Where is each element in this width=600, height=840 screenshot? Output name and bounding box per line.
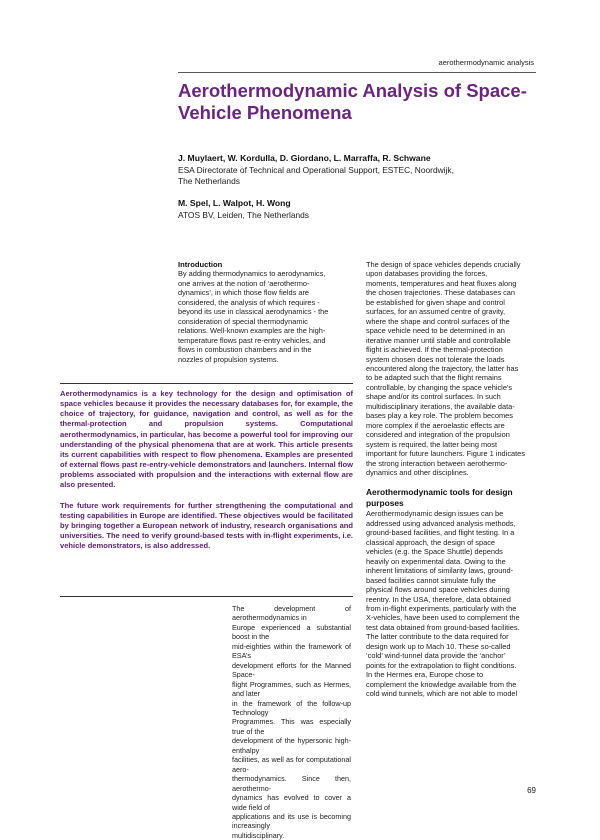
right-line: considered and integration of the propulsion xyxy=(366,430,510,440)
abstract-top-rule xyxy=(60,383,353,384)
right-line: system chosen does not tolerate the loads xyxy=(366,354,505,364)
affiliation-2: ATOS BV, Leiden, The Netherlands xyxy=(178,210,309,220)
intro-line: flows in combustion chambers and in the xyxy=(178,345,312,355)
right-line: complement the knowledge available from the xyxy=(366,679,517,689)
history-line: development efforts for the Manned Space- xyxy=(232,660,351,680)
intro-line: temperature flows past re-entry vehicles, and xyxy=(178,335,326,345)
history-line: applications and its use is becoming increasingly xyxy=(232,811,351,831)
right-line: flight is achieved. If the thermal-protection xyxy=(366,345,503,355)
running-header: aerothermodynamic analysis xyxy=(438,58,534,67)
abstract-paragraph-2: The future work requirements for further strengthening the computational and testing capabilities in Europe are identified. These objectives would be facilitated by bringing together a European network of industry, research organisations and universities. The need to verify ground-based tests with in-flight experiments, i.e. vehicle demonstrators, is also addressed. xyxy=(60,500,353,551)
right-line: X-vehicles, have been used to complement the xyxy=(366,613,520,623)
right-line: reentry. In the USA, therefore, data obtained xyxy=(366,594,511,604)
affiliation-1 xyxy=(178,165,454,187)
right-line: more complex if the aeroelastic effects are xyxy=(366,420,505,430)
abstract-bottom-rule xyxy=(60,596,353,597)
heading-line: Aerothermodynamic tools for design xyxy=(366,487,513,498)
right-line: moments, temperatures and heat fluxes along xyxy=(366,278,517,288)
right-line: test data obtained from ground-based facilities. xyxy=(366,622,520,632)
right-line: cold wind tunnels, which are not able to model xyxy=(366,689,518,699)
right-line: In the Hermes era, Europe chose to xyxy=(366,670,484,680)
page-number: 69 xyxy=(527,786,536,795)
design-tools-paragraph xyxy=(366,509,537,698)
right-line: inherent limitations of similarity laws, ground- xyxy=(366,566,514,576)
right-line: physical flows around space vehicles during xyxy=(366,585,510,595)
right-line: points for the extrapolation to flight conditions. xyxy=(366,660,517,670)
introduction-section xyxy=(178,260,350,364)
intro-line: dynamics’, in which those flow fields are xyxy=(178,288,310,298)
right-line: iterative manner until stable and controllable xyxy=(366,335,511,345)
right-line: The design of space vehicles depends crucially xyxy=(366,260,521,269)
heading-line: purposes xyxy=(366,498,404,509)
right-line: to be adapted such that the flight remains xyxy=(366,373,502,383)
authors-group-1: J. Muylaert, W. Kordulla, D. Giordano, L. Marraffa, R. Schwane xyxy=(178,153,431,163)
right-line: design work up to Mach 10. These so-called xyxy=(366,641,511,651)
authors-group-2: M. Spel, L. Walpot, H. Wong xyxy=(178,198,291,208)
right-line: based facilities cannot simulate fully the xyxy=(366,575,496,585)
intro-line: By adding thermodynamics to aerodynamics, xyxy=(178,269,326,279)
right-line: The latter contribute to the data required for xyxy=(366,632,509,642)
history-line: mid-eighties within the framework of ESA’s xyxy=(232,641,351,661)
right-line: upon databases providing the forces, xyxy=(366,269,488,279)
intro-line: nozzles of propulsion systems. xyxy=(178,354,279,364)
right-line: where the shape and control surfaces of the xyxy=(366,316,510,326)
abstract xyxy=(60,389,353,561)
history-line: Europe experienced a substantial boost in the xyxy=(232,622,351,642)
intro-line: considered, the analysis of which requires - xyxy=(178,297,320,307)
introduction-body xyxy=(178,269,350,364)
history-line: dynamics has evolved to cover a wide field of xyxy=(232,793,351,812)
history-line: flight Programmes, such as Hermes, and later xyxy=(232,679,351,699)
history-line: multidisciplinary. xyxy=(232,830,285,840)
header-divider xyxy=(178,72,536,73)
design-tools-heading xyxy=(366,487,537,509)
title-line-1: Aerothermodynamic Analysis of Space- xyxy=(178,80,527,101)
intro-line: beyond its use in classical aerodynamics - the xyxy=(178,307,329,317)
right-line: important for future launchers. Figure 1 indicates xyxy=(366,449,525,459)
right-line: classical approach, the design of space xyxy=(366,537,496,547)
introduction-heading: Introduction xyxy=(178,260,223,269)
right-line: bases play a key role. The problem becomes xyxy=(366,411,513,421)
intro-line: consideration of special thermodynamic xyxy=(178,316,308,326)
history-line: The development of aerothermodynamics in xyxy=(232,604,351,623)
right-line: vehicles (e.g. the Space Shuttle) depends xyxy=(366,547,503,557)
right-line: controllable, by changing the space vehicle’s xyxy=(366,382,513,392)
right-column xyxy=(366,260,537,698)
intro-line: relations. Well-known examples are the high- xyxy=(178,326,326,336)
design-databases-paragraph xyxy=(366,260,537,477)
right-line: multidisciplinary iterations, the available data- xyxy=(366,401,515,411)
right-line: system is required, the latter being most xyxy=(366,439,498,449)
right-line: dynamics and other disciplines. xyxy=(366,467,469,477)
history-line: in the framework of the follow-up Technology xyxy=(232,698,351,717)
right-line: encountered along the trajectory, the latter has xyxy=(366,363,519,373)
right-line: the chosen trajectories. These databases can xyxy=(366,288,515,298)
right-line: ground-based facilities, and flight testing. In a xyxy=(366,528,515,538)
article-title xyxy=(178,80,538,124)
right-line: the strong interaction between aerothermo- xyxy=(366,458,508,468)
affiliation-1-line-2: The Netherlands xyxy=(178,176,240,186)
right-line: space vehicle need to be determined in an xyxy=(366,326,505,336)
right-line: shape and/or its control surfaces. In such xyxy=(366,392,501,402)
right-line: ‘cold’ wind-tunnel data provide the ‘anchor’ xyxy=(366,651,506,661)
title-line-2: Vehicle Phenomena xyxy=(178,102,352,123)
history-line: development of the hypersonic high-enthalpy xyxy=(232,736,351,755)
right-line: be established for given shape and control xyxy=(366,297,505,307)
right-line: surfaces, for an assumed centre of gravity, xyxy=(366,307,506,317)
history-paragraph xyxy=(232,604,351,840)
right-line: from in-flight experiments, particularly with the xyxy=(366,603,517,613)
affiliation-1-line-1: ESA Directorate of Technical and Operational Support, ESTEC, Noordwijk, xyxy=(178,165,454,175)
abstract-paragraph-1: Aerothermodynamics is a key technology for the design and optimisation of space vehicles because it provides the necessary databases for, for example, the choice of trajectory, for guidance, navigation and control, as well as for the thermal-protection and propulsion systems. Computational aerothermodynamics, in particular, has become a powerful tool for improving our understanding of the physical phenomena that are at work. This article presents its current capabilities with respect to flow phenomena. Examples are presented of external flows past re-entry-vehicle demonstrators and launchers. Internal flow problems associated with propulsion and the interactions with external flow are also presented. xyxy=(60,389,353,490)
history-line: facilities, as well as for computational aero- xyxy=(232,755,351,774)
right-line: heavily on experimental data. Owing to the xyxy=(366,556,506,566)
right-line: Aerothermodynamic design issues can be xyxy=(366,509,504,519)
history-line: Programmes. This was especially true of the xyxy=(232,717,351,736)
intro-line: one arrives at the notion of ‘aerothermo- xyxy=(178,278,310,288)
history-line: thermodynamics. Since then, aerothermo- xyxy=(232,774,351,793)
right-line: addressed using advanced analysis methods, xyxy=(366,518,516,528)
